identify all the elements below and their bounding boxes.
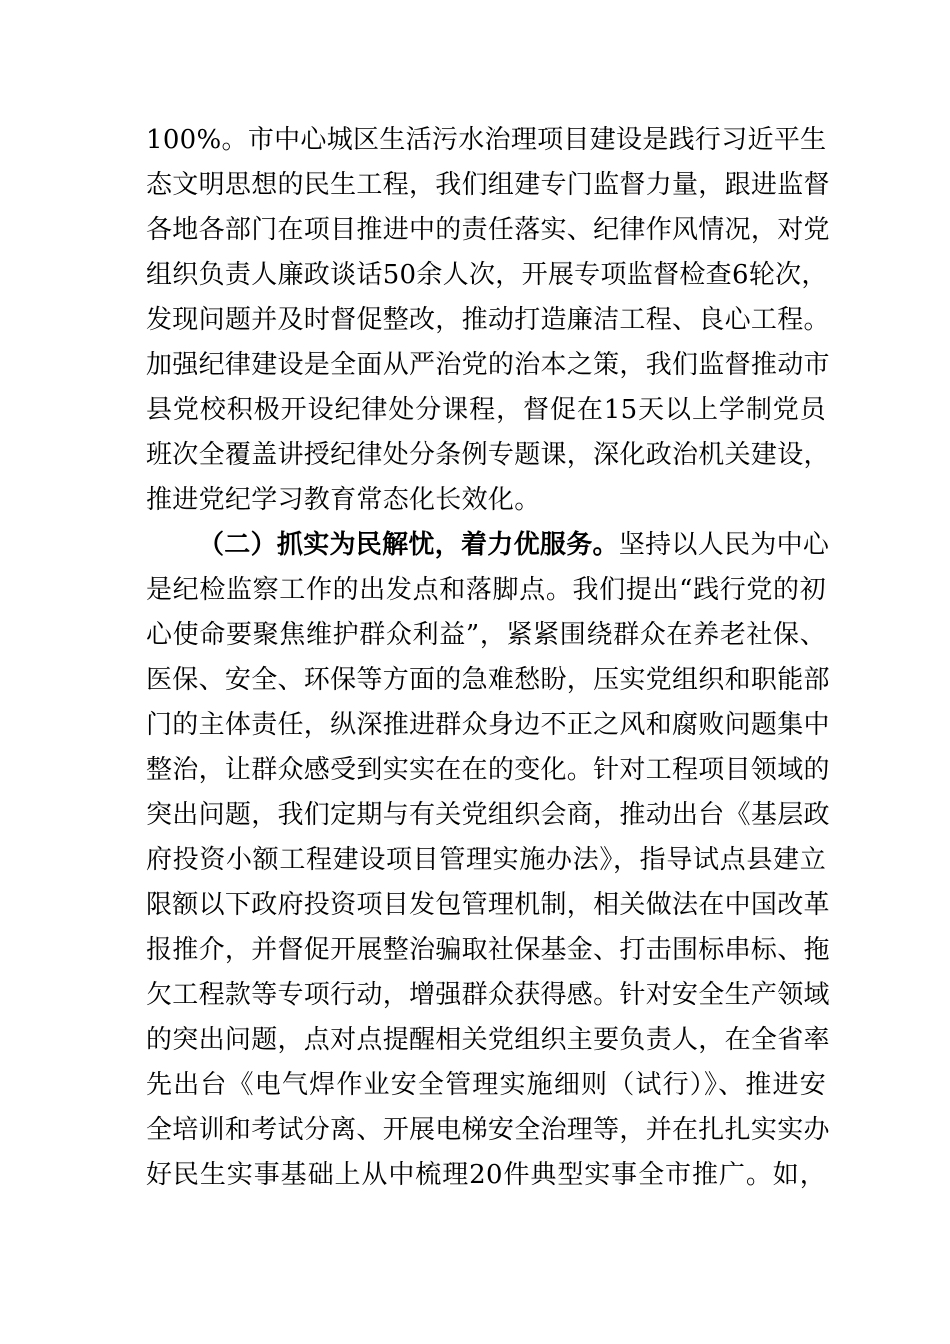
text-line: 突出问题，我们定期与有关党组织会商，推动出台《基层政: [146, 800, 830, 830]
text-line: 各地各部门在项目推进中的责任落实、纪律作风情况，对党: [146, 215, 830, 245]
text-line: 是纪检监察工作的出发点和落脚点。我们提出“践行党的初: [146, 575, 826, 605]
section-first-line-text: 坚持以人民为中心: [618, 530, 830, 560]
text-line: 组织负责人廉政谈话50余人次，开展专项监督检查6轮次，: [146, 260, 828, 290]
text-line: 加强纪律建设是全面从严治党的治本之策，我们监督推动市: [146, 350, 830, 380]
text-line: 整治，让群众感受到实实在在的变化。针对工程项目领域的: [146, 755, 830, 785]
body-text: [146, 118, 830, 1198]
text-line: 心使命要聚焦维护群众利益”，紧紧围绕群众在养老社保、: [146, 620, 826, 650]
text-line: 推进党纪学习教育常态化长效化。: [146, 485, 541, 515]
text-line: 100%。市中心城区生活污水治理项目建设是践行习近平生: [146, 125, 827, 155]
text-line: 全培训和考试分离、开展电梯安全治理等，并在扎扎实实办: [146, 1115, 830, 1145]
text-line: 医保、安全、环保等方面的急难愁盼，压实党组织和职能部: [146, 665, 830, 695]
text-line: 报推介，并督促开展整治骗取社保基金、打击围标串标、拖: [146, 935, 830, 965]
text-line: 态文明思想的民生工程，我们组建专门监督力量，跟进监督: [146, 170, 830, 200]
text-line: 先出台《电气焊作业安全管理实施细则（试行）》、推进安: [146, 1070, 826, 1100]
text-line: 欠工程款等专项行动，增强群众获得感。针对安全生产领域: [146, 980, 830, 1010]
section-heading: （二）抓实为民解忧，着力优服务。: [198, 530, 619, 560]
text-line: 的突出问题，点对点提醒相关党组织主要负责人，在全省率: [146, 1025, 830, 1055]
section-first-line: [146, 523, 830, 568]
text-line: 县党校积极开设纪律处分课程，督促在15天以上学制党员: [146, 395, 826, 425]
text-line: 班次全覆盖讲授纪律处分条例专题课，深化政治机关建设，: [146, 440, 830, 470]
text-line: 府投资小额工程建设项目管理实施办法》，指导试点县建立: [146, 845, 826, 875]
text-line: 门的主体责任，纵深推进群众身边不正之风和腐败问题集中: [146, 710, 830, 740]
text-line: 好民生实事基础上从中梳理20件典型实事全市推广。如，: [146, 1160, 826, 1190]
text-line: 限额以下政府投资项目发包管理机制，相关做法在中国改革: [146, 890, 830, 920]
text-line: 发现问题并及时督促整改，推动打造廉洁工程、良心工程。: [146, 305, 830, 335]
